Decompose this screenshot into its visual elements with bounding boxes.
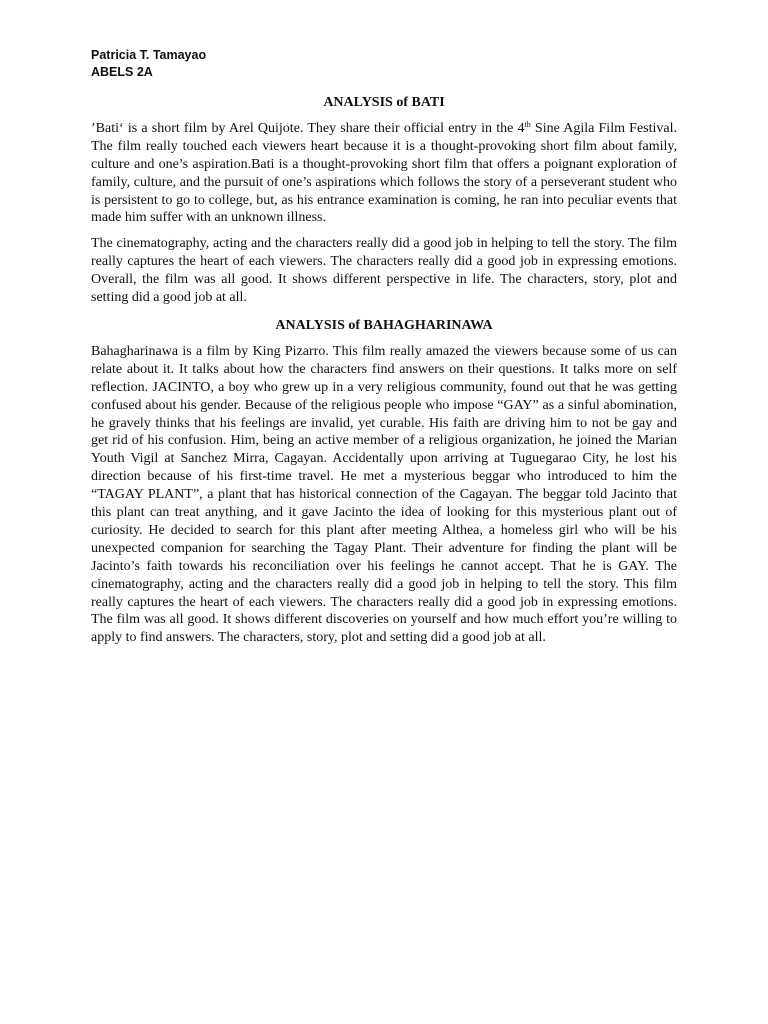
bati-analysis-title: ANALYSIS of BATI [323,95,445,110]
bahagharinawa-paragraph-1: Bahagharinawa is a film by King Pizarro. This film really amazed the viewers because some of us can relate about it. It talks about how the characters find answers on their questions. It talks more on self reflection. JACINTO, a boy who grew up in a very religious community, found out that he was getting confused about his gender. Because of the religious people who impose “GAY” as a sinful abomination, he gravely thinks that his feelings are invalid, yet curable. His faith are driving him to not be gay and get rid of his confusion. Him, being an active member of a religious organization, he joined the Marian Youth Vigil at Sanchez Mirra, Cagayan. Accidentally upon arriving at Tuguegarao City, he lost his direction because of his first-time travel. He met a mysterious beggar who introduced to him the “TAGAY PLANT”, a plant that has historical connection of the Cagayan. The beggar told Jacinto that this plant can treat anything, and it gave Jacinto the idea of looking for this mysterious plant out of curiosity. He decided to search for this plant after meeting Althea, a homeless girl who will be his unexpected companion for searching the Tagay Plant. Their adventure for finding the plant will be Jacinto’s faith towards his reconciliation over his feelings he cannot accept. That he is GAY. The cinematography, acting and the characters really did a good job in helping to tell the story. This film really captures the heart of each viewers. The characters really did a good job in expressing emotions. The film was all good. It shows different discoveries on yourself and how much effort you’re willing to apply to find answers. The characters, story, plot and setting did a good job at all. [91,343,677,646]
class-section: ABELS 2A [91,65,153,79]
document-header [91,47,206,81]
author-name: Patricia T. Tamayao [91,48,207,62]
bati-paragraph-1-text-end: Sine Agila Film Festival. The film really touched each viewers heart because it is a thought-provoking short film about family, culture and one’s aspiration.Bati is a thought-provoking short film that offers a poignant exploration of family, culture, and the pursuit of one’s aspirations which follows the story of a perseverant student who is persistent to go to college, but, as his entrance examination is coming, he ran into peculiar events that made him suffer with an unknown illness. [91,120,677,226]
ordinal-superscript: th [524,119,531,129]
document-body [91,94,677,655]
bahagharinawa-analysis-title: ANALYSIS of BAHAGHARINAWA [275,317,493,333]
bati-paragraph-1 [91,120,677,227]
bati-paragraph-2: The cinematography, acting and the characters really did a good job in helping to tell the story. The film really captures the heart of each viewers. The characters really did a good job in expressing emotions. Overall, the film was all good. It shows different perspective in life. The characters, story, plot and setting did a good job at all. [91,236,677,306]
bati-paragraph-1-text-start: ’Bati‘ is a short film by Arel Quijote. They share their official entry in the 4 [91,120,525,136]
